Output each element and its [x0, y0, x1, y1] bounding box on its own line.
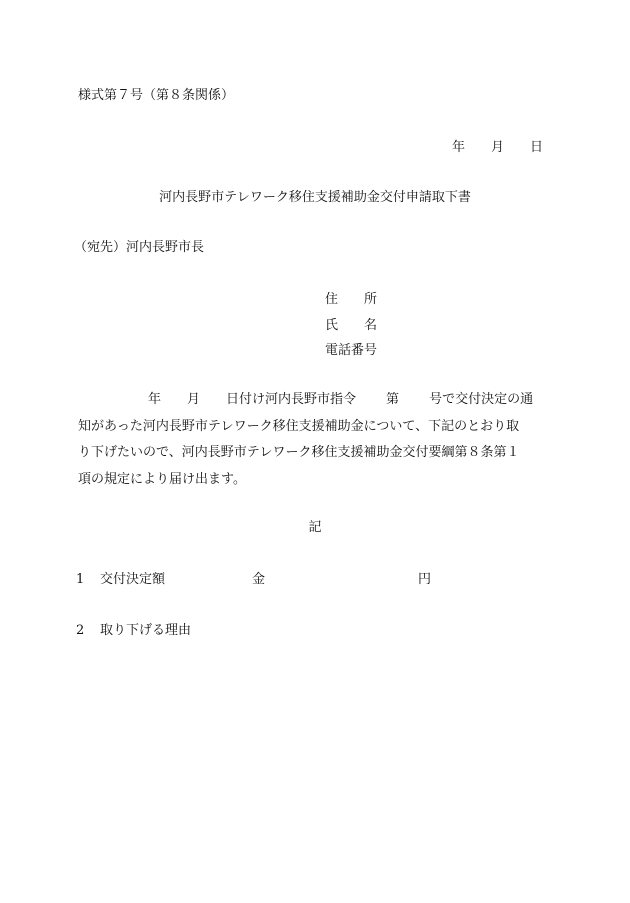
date-day: 日 — [530, 140, 544, 155]
item-withdrawal-reason — [76, 619, 191, 638]
applicant-name-label — [325, 314, 377, 333]
addressee: （宛先）河内長野市長 — [74, 240, 205, 255]
address-char-1: 住 — [325, 292, 339, 307]
applicant-phone-label: 電話番号 — [325, 343, 378, 358]
item-number: 2 — [76, 623, 85, 638]
body-year: 年 — [148, 392, 162, 407]
name-char-1: 氏 — [325, 318, 339, 333]
body-line-4: 項の規定により届け出ます。 — [78, 471, 246, 487]
item-label: 交付決定額 — [100, 572, 166, 587]
date-year: 年 — [452, 140, 466, 155]
date-line — [452, 136, 543, 155]
date-month: 月 — [491, 140, 505, 155]
document-title: 河内長野市テレワーク移住支援補助金交付申請取下書 — [159, 190, 471, 205]
amount-kin: 金 — [252, 572, 266, 587]
applicant-address-label — [325, 288, 377, 307]
body-month: 月 — [187, 392, 201, 407]
body-line-3: り下げたいので、河内長野市テレワーク移住支援補助金交付要綱第８条第１ — [78, 445, 520, 460]
body-line-1 — [78, 387, 548, 414]
body-dated: 日付け河内長野市指令 — [226, 392, 357, 407]
body-line-2: 知があった河内長野市テレワーク移住支援補助金について、下記のとおり取 — [78, 418, 520, 434]
address-char-2: 所 — [364, 292, 378, 307]
item-label: 取り下げる理由 — [100, 623, 192, 638]
body-paragraph — [78, 387, 548, 493]
ki-heading: 記 — [308, 520, 322, 535]
body-dai: 第 — [386, 392, 400, 407]
form-number: 様式第７号（第８条関係） — [78, 88, 235, 103]
body-rest: 号で交付決定の通 — [429, 392, 534, 407]
item-number: 1 — [76, 572, 85, 587]
item-decided-amount — [76, 568, 432, 587]
name-char-2: 名 — [364, 318, 378, 333]
amount-yen: 円 — [418, 572, 432, 587]
